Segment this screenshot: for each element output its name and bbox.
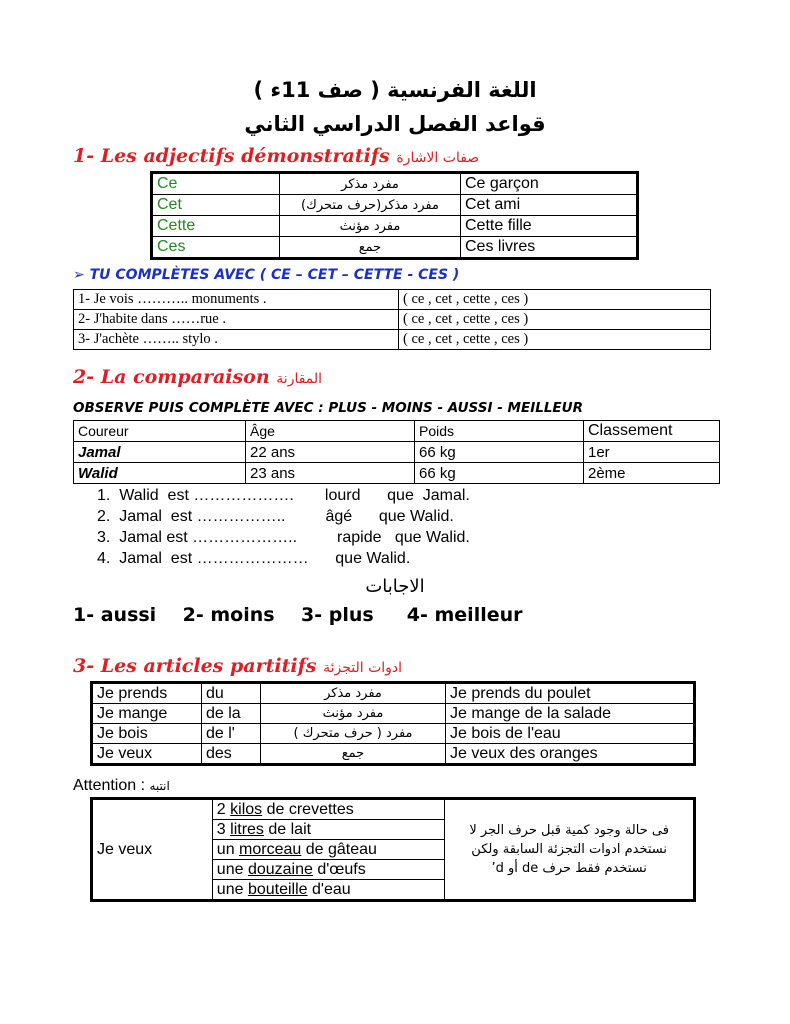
answers: 1- aussi 2- moins 3- plus 4- meilleur <box>73 604 523 626</box>
quantity-item <box>212 840 445 860</box>
table-row <box>92 799 695 820</box>
quantity-rest: d'œufs <box>312 860 366 878</box>
demonstrative-arabic: مفرد مذكر <box>280 173 461 195</box>
runner-rank: 1er <box>584 442 720 463</box>
table-row <box>152 195 638 216</box>
runner-rank: 2ème <box>584 463 720 484</box>
quantity-item <box>212 799 445 820</box>
quantity-unit: morceau <box>239 840 302 858</box>
quantity-item <box>212 880 445 901</box>
runner-age: 22 ans <box>246 442 415 463</box>
demonstrative-word: Cet <box>152 195 280 216</box>
section-3-arabic: ادوات التجزئة <box>323 660 403 676</box>
demonstrative-word: Ce <box>152 173 280 195</box>
column-header: Poids <box>415 421 584 442</box>
table-header-row <box>74 421 720 442</box>
section-2-heading <box>73 366 322 388</box>
section-3-heading <box>73 655 402 677</box>
section-2-label: 2- La comparaison <box>73 366 270 388</box>
question-1: 1. Walid est ………………. lourd que Jamal. <box>97 487 470 504</box>
demonstratives-table <box>150 171 639 260</box>
section-1-arabic: صفات الاشارة <box>396 150 480 166</box>
table-row <box>92 724 695 744</box>
table-row <box>92 744 695 765</box>
quantity-rest: de gâteau <box>301 840 377 858</box>
exercise-1-table <box>73 289 711 350</box>
section-1-label: 1- Les adjectifs démonstratifs <box>73 145 390 167</box>
demonstrative-arabic: مفرد مذكر(حرف متحرك) <box>280 195 461 216</box>
attention-arabic: انتبه <box>149 779 170 793</box>
partitive-example: Je veux des oranges <box>446 744 695 765</box>
quantity-unit: douzaine <box>247 860 313 878</box>
table-row <box>152 216 638 237</box>
question-2: 2. Jamal est …………….. âgé que Walid. <box>97 508 454 525</box>
quantity-amount: 3 <box>216 820 231 838</box>
quantities-note: فى حالة وجود كمية قبل حرف الجر لا نستخدم ادوات التجزئة السابقة ولكن نستخدم فقط حرف de أو d’ <box>445 799 695 901</box>
partitive-arabic: مفرد ( حرف متحرك ) <box>261 724 446 744</box>
runner-name: Walid <box>74 463 246 484</box>
quantity-unit: litres <box>230 820 264 838</box>
section-3-label: 3- Les articles partitifs <box>73 655 317 677</box>
answers-title: الاجابات <box>365 576 425 597</box>
exercise-sentence: 1- Je vois ……….. monuments . <box>74 290 399 310</box>
demonstrative-word: Ces <box>152 237 280 259</box>
partitive-example: Je mange de la salade <box>446 704 695 724</box>
partitive-article: de l' <box>202 724 261 744</box>
demonstrative-word: Cette <box>152 216 280 237</box>
exercise-options: ( ce , cet , cette , ces ) <box>399 310 711 330</box>
runner-weight: 66 kg <box>415 442 584 463</box>
demonstrative-arabic: مفرد مؤنث <box>280 216 461 237</box>
table-row <box>92 683 695 704</box>
partitives-table <box>90 681 696 766</box>
quantity-rest: d'eau <box>307 880 351 898</box>
demonstrative-example: Cet ami <box>461 195 638 216</box>
partitive-verb: Je mange <box>92 704 202 724</box>
partitive-article: des <box>202 744 261 765</box>
partitive-arabic: مفرد مذكر <box>261 683 446 704</box>
attention-label <box>73 777 170 795</box>
partitive-example: Je bois de l'eau <box>446 724 695 744</box>
exercise-sentence: 3- J'achète …….. stylo . <box>74 330 399 350</box>
runner-age: 23 ans <box>246 463 415 484</box>
exercise-2-instruction: OBSERVE PUIS COMPLÈTE AVEC : PLUS - MOINS - AUSSI - MEILLEUR <box>73 400 584 416</box>
demonstrative-arabic: جمع <box>280 237 461 259</box>
document-title: اللغة الفرنسية ( صف 11ء ) <box>253 78 537 102</box>
quantity-amount: un <box>216 840 240 858</box>
comparison-table <box>73 420 720 484</box>
demonstrative-example: Cette fille <box>461 216 638 237</box>
column-header: Classement <box>584 421 720 442</box>
table-row <box>152 173 638 195</box>
partitive-verb: Je prends <box>92 683 202 704</box>
partitive-arabic: مفرد مؤنث <box>261 704 446 724</box>
table-row <box>74 330 711 350</box>
quantity-amount: 2 <box>216 800 231 818</box>
quantity-rest: de lait <box>263 820 312 838</box>
runner-name: Jamal <box>74 442 246 463</box>
quantities-verb: Je veux <box>92 799 213 901</box>
table-row <box>74 442 720 463</box>
quantity-amount: une <box>216 860 248 878</box>
exercise-1-instruction: ➢ TU COMPLÈTES AVEC ( CE – CET – CETTE - CES ) <box>73 267 460 283</box>
partitive-article: de la <box>202 704 261 724</box>
table-row <box>74 290 711 310</box>
question-4: 4. Jamal est ………………… que Walid. <box>97 550 411 567</box>
quantity-item <box>212 860 445 880</box>
partitive-verb: Je bois <box>92 724 202 744</box>
table-row <box>74 463 720 484</box>
quantity-item <box>212 820 445 840</box>
question-3: 3. Jamal est ……………….. rapide que Walid. <box>97 529 470 546</box>
column-header: Coureur <box>74 421 246 442</box>
quantity-amount: une <box>216 880 248 898</box>
attention-text: Attention : <box>73 777 146 794</box>
quantity-unit: bouteille <box>247 880 308 898</box>
quantity-unit: kilos <box>230 800 263 818</box>
quantity-rest: de crevettes <box>262 800 354 818</box>
table-row <box>74 310 711 330</box>
section-1-heading <box>73 145 479 167</box>
runner-weight: 66 kg <box>415 463 584 484</box>
demonstrative-example: Ces livres <box>461 237 638 259</box>
exercise-sentence: 2- J'habite dans ……rue . <box>74 310 399 330</box>
exercise-options: ( ce , cet , cette , ces ) <box>399 330 711 350</box>
column-header: Âge <box>246 421 415 442</box>
table-row <box>92 704 695 724</box>
partitive-example: Je prends du poulet <box>446 683 695 704</box>
partitive-article: du <box>202 683 261 704</box>
quantities-table <box>90 797 696 902</box>
demonstrative-example: Ce garçon <box>461 173 638 195</box>
table-row <box>152 237 638 259</box>
partitive-verb: Je veux <box>92 744 202 765</box>
section-2-arabic: المقارنة <box>276 371 323 387</box>
exercise-options: ( ce , cet , cette , ces ) <box>399 290 711 310</box>
document-subtitle: قواعد الفصل الدراسي الثاني <box>244 112 546 136</box>
partitive-arabic: جمع <box>261 744 446 765</box>
